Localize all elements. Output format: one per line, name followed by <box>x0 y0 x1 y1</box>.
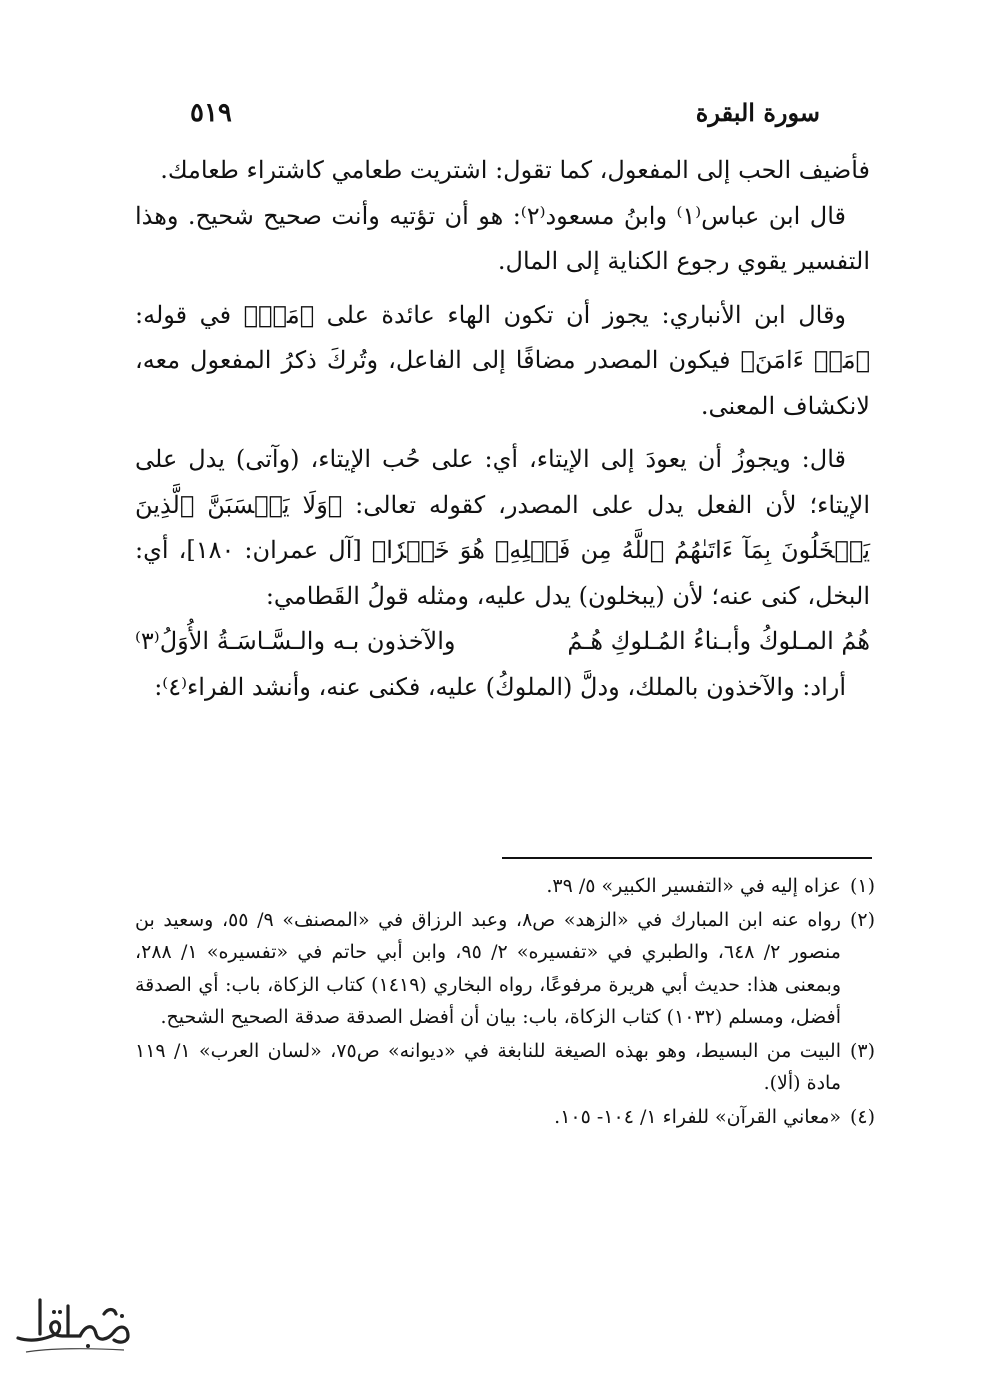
footnote-text: البيت من البسيط، وهو بهذه الصيغة للنابغة في «ديوانه» ص٧٥، «لسان العرب» ١/ ١١٩ مادة (ألا). <box>135 1039 841 1094</box>
footnote-number: (٢) <box>849 908 875 931</box>
footnote-text: عزاه إليه في «التفسير الكبير» ٥/ ٣٩. <box>546 875 841 897</box>
footnote-text: رواه عنه ابن المبارك في «الزهد» ص٨، وعبد الرزاق في «المصنف» ٩/ ٥٥، وسعيد بن منصور ٢/ ٦٤٨، والطبري في «تفسيره» ٢/ ٩٥، وابن أبي حاتم في «تفسيره» ١/ ٢٨٨، وبمعنى هذا: حديث أبي هريرة مرفوعًا، رواه البخاري (١٤١٩) كتاب الزكاة، باب: أي الصدقة أفضل، ومسلم (١٠٣٢) كتاب الزكاة، باب: بيان أن أفضل الصدقة صدقة الصحيح الشحيح. <box>135 908 841 1028</box>
footnote-text: «معاني القرآن» للفراء ١/ ١٠٤- ١٠٥. <box>554 1105 841 1128</box>
footnote-2 <box>135 904 875 1034</box>
footnote-1 <box>135 870 875 903</box>
paragraph-4: قال: ويجوزُ أن يعودَ إلى الإيتاء، أي: على حُب الإيتاء، (وآتى) يدل على الإيتاء؛ لأن الفعل يدل على المصدر، كقوله تعالى: ﴿وَلَا يَحۡسَبَنَّ ٱلَّذِينَ يَبۡخَلُونَ بِمَآ ءَاتَىٰهُمُ ٱللَّهُ مِن فَضۡلِهِۦ هُوَ خَيۡرٗا﴾ [آل عمران: ١٨٠]، أي: البخل، كنى عنه؛ لأن (يبخلون) يدل عليه، ومثله قولُ القَطامي: <box>135 445 871 610</box>
footnotes <box>135 870 875 1134</box>
footnote-4 <box>135 1101 875 1134</box>
poetry-verse <box>135 619 870 665</box>
main-text <box>135 148 870 710</box>
paragraph-2: قال ابن عباس⁽١⁾ وابنُ مسعود⁽٢⁾: هو أن تؤتيه وأنت صحيح شحيح. وهذا التفسير يقوي رجوع الكناية إلى المال. <box>135 201 870 275</box>
footnote-3 <box>135 1035 875 1100</box>
footnote-number: (١) <box>849 875 875 897</box>
footnote-number: (٣) <box>849 1039 875 1062</box>
paragraph-1: فأضيف الحب إلى المفعول، كما تقول: اشتريت طعامي كاشتراء طعامك. <box>160 156 870 184</box>
verse-first-hemistich: هُمُ المـلوكُ وأبـناءُ المُـلوكِ هُـمُ <box>567 627 870 655</box>
verse-second-hemistich: والآخذون بـه والـسَّـاسَـةُ الأُوَلُ⁽٣⁾ <box>135 627 456 655</box>
paragraph-3: وقال ابن الأنباري: يجوز أن تكون الهاء عائدة على ﴿مَنۡ﴾ في قوله: ﴿مَنۡ ءَامَنَ﴾ فيكون المصدر مضافًا إلى الفاعل، وتُركَ ذكرُ المفعول معه، لانكشاف المعنى. <box>135 300 870 420</box>
footnote-separator <box>502 857 872 859</box>
page-number: ٥١٩ <box>190 98 232 128</box>
footnote-number: (٤) <box>849 1105 875 1128</box>
page-header <box>190 98 820 138</box>
calligraphy-stamp-logo <box>10 1290 140 1360</box>
surah-title: سورة البقرة <box>695 98 820 127</box>
paragraph-5: أراد: والآخذون بالملك، ودلَّ (الملوكُ) عليه، فكنى عنه، وأنشد الفراء⁽٤⁾: <box>154 672 846 701</box>
